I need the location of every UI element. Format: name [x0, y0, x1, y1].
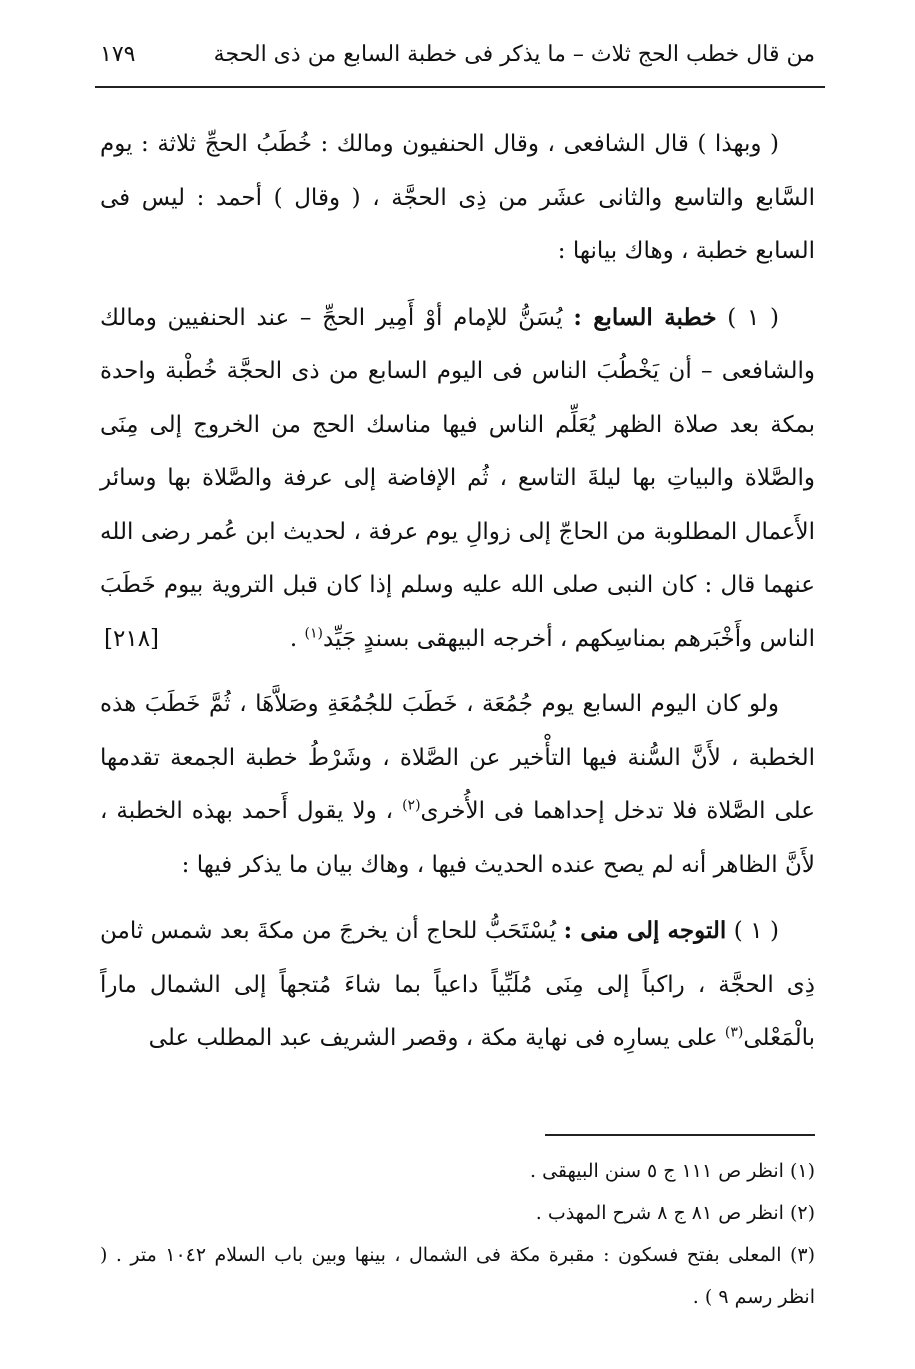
- section-text-a: يُسْتَحَبُّ للحاج أن يخرجَ من مكةَ بعد شمس ثامن ذِى الحجَّة ، راكباً إلى مِنَى مُلَبِّياً داعياً بما شاءَ مُتجهاً إلى الشمال ماراً بالْمَعْلى: [100, 918, 815, 1051]
- section-going-to-mina: [100, 904, 815, 1066]
- section-text-b: على يسارِه فى نهاية مكة ، وقصر الشريف عبد المطلب على: [148, 1025, 718, 1051]
- section-text: يُسَنُّ للإمام أوْ أَمِير الحجِّ – عند الحنفيين ومالك والشافعى – أن يَخْطُبَ الناس فى اليوم السابع من ذى الحجَّة خُطْبة واحدة بمكة بعد صلاة الظهر يُعَلِّم الناس فيها مناسك الحج من الخروج إلى مِنَى والصَّلاة والبياتِ بها ليلةَ التاسع ، ثُم الإفاضة إلى عرفة والصَّلاة بها وسائر الأَعمال المطلوبة من الحاجّ إلى زوالِ يوم عرفة ، لحديث ابن عُمر رضى الله عنهما قال : كان النبى صلى الله عليه وسلم إذا كان قبل التروية بيوم خَطَبَ الناس وأَخْبَرهم بمناسِكهم ، أخرجه البيهقى بسندٍ جَيِّد: [100, 304, 815, 652]
- footnote-3: (٣) المعلى بفتح فسكون : مقبرة مكة فى الشمال ، بينها وبين باب السلام ١٠٤٢ متر . ( انظر رسم ٩ ) .: [100, 1244, 815, 1308]
- friday-paragraph: [100, 678, 815, 892]
- sentence-end: .: [289, 625, 298, 652]
- footnote-divider: [545, 1134, 815, 1136]
- header-divider: [95, 86, 825, 88]
- footnote-ref-3: (٣): [724, 1024, 744, 1041]
- footnote-2: (٢) انظر ص ٨١ ج ٨ شرح المهذب .: [535, 1202, 815, 1224]
- paragraph-text-b: ، ولا يقول أَحمد بهذه الخطبة ، لأَنَّ الظاهر أنه لم يصح عنده الحديث فيها ، وهاك بيان ما يذكر فيها :: [100, 798, 815, 878]
- hadith-number: [٢١٨]: [104, 625, 160, 652]
- paragraph-text-a: ولو كان اليوم السابع يوم جُمُعَة ، خَطَبَ للجُمُعَةِ وصَلاَّهَا ، ثُمَّ خَطَبَ هذه الخطبة ، لأَنَّ السُّنة فيها التأْخير عن الصَّلاة ، وشَرْطُ خطبة الجمعة تقدمها على الصَّلاة فلا تدخل إحداهما فى الأُخرى: [100, 691, 815, 824]
- running-header: [100, 42, 815, 67]
- header-title: من قال خطب الحج ثلاث – ما يذكر فى خطبة السابع من ذى الحجة: [213, 42, 815, 67]
- footnotes: [100, 1150, 815, 1318]
- section-number: ( ١ ): [733, 918, 779, 944]
- section-number: ( ١ ): [727, 304, 780, 331]
- main-text: [100, 118, 815, 1066]
- intro-paragraph: ( وبهذا ) قال الشافعى ، وقال الحنفيون ومالك : خُطَبُ الحجِّ ثلاثة : يوم السَّابع والتاسع والثانى عشَر من ذِى الحجَّة ، ( وقال ) أحمد : ليس فى السابع خطبة ، وهاك بيانها :: [100, 131, 815, 264]
- section-heading: التوجه إلى منى :: [563, 917, 727, 944]
- section-heading: خطبة السابع :: [573, 303, 717, 331]
- section-seventh-sermon: [100, 291, 815, 667]
- footnote-1: (١) انظر ص ١١١ ج ٥ سنن البيهقى .: [530, 1160, 815, 1182]
- page-number: ١٧٩: [100, 42, 136, 67]
- footnote-ref-1: (١): [304, 624, 323, 641]
- footnote-ref-2: (٢): [402, 797, 421, 814]
